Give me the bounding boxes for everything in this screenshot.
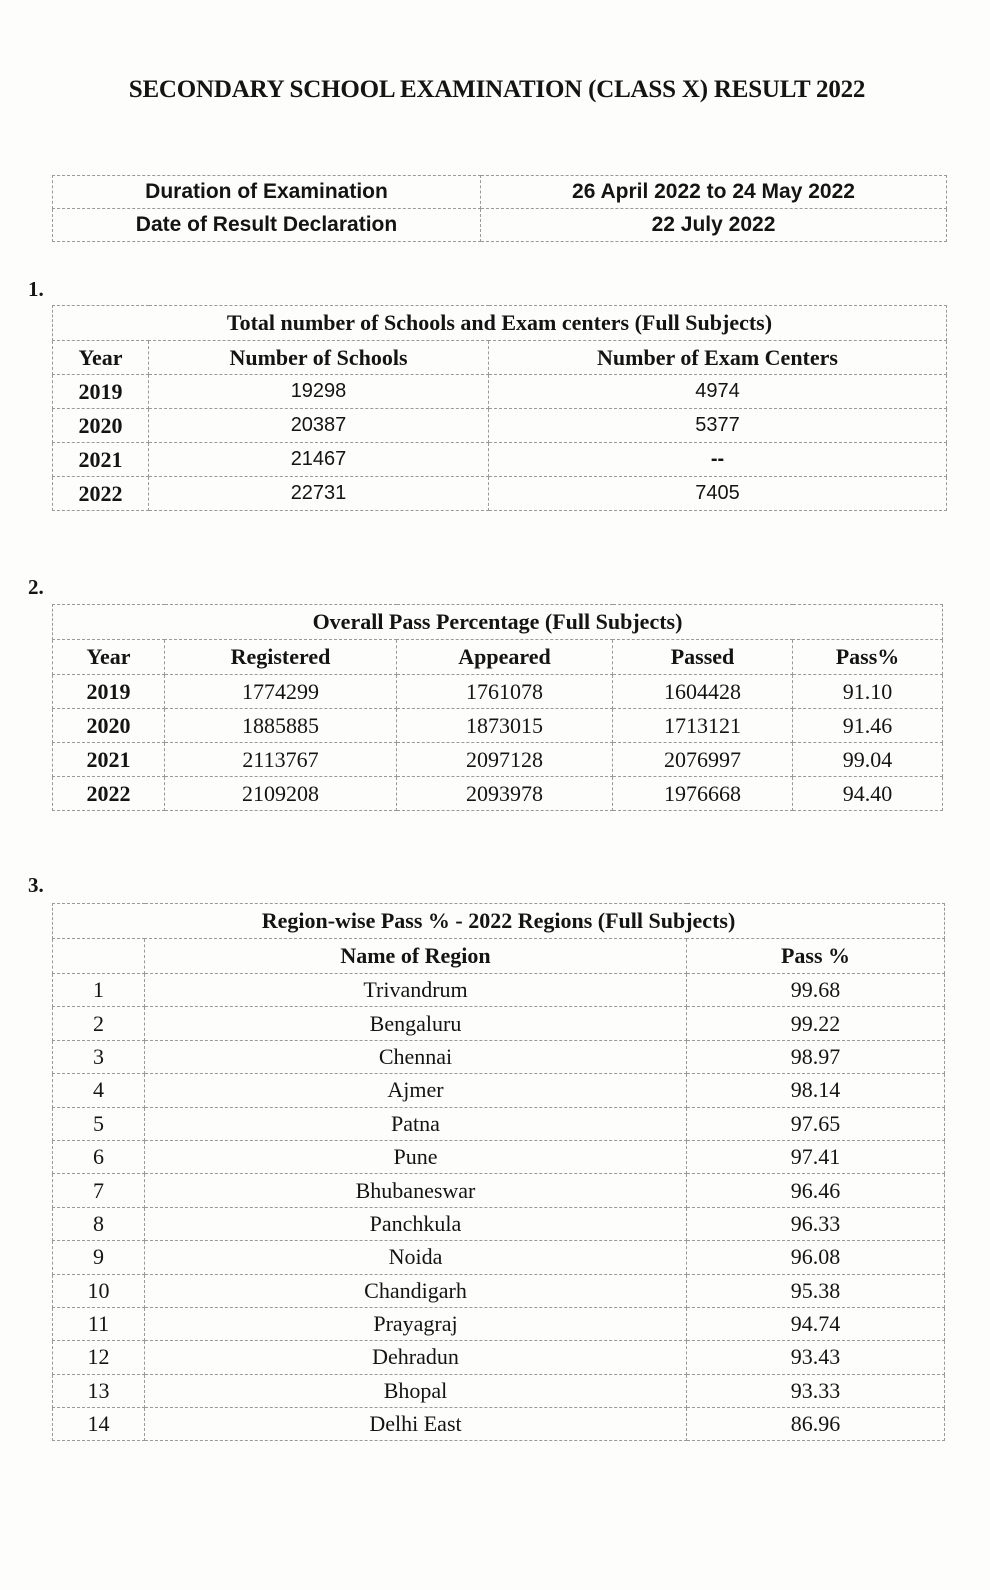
column-header: Year xyxy=(53,341,149,375)
pass-percent-cell: 94.74 xyxy=(687,1307,945,1340)
pass-percentage-table xyxy=(52,604,943,811)
table-row xyxy=(53,1374,945,1407)
appeared-cell: 1761078 xyxy=(397,675,613,709)
table-row xyxy=(53,777,943,811)
column-header xyxy=(53,939,145,974)
table-row xyxy=(53,675,943,709)
pass-percent-cell: 97.65 xyxy=(687,1107,945,1140)
rank-cell: 7 xyxy=(53,1174,145,1207)
rank-cell: 13 xyxy=(53,1374,145,1407)
table-row xyxy=(53,1174,945,1207)
column-header: Passed xyxy=(613,640,793,675)
registered-cell: 2109208 xyxy=(165,777,397,811)
pass-percent-cell: 99.04 xyxy=(793,743,943,777)
pass-percent-cell: 95.38 xyxy=(687,1274,945,1307)
region-name-cell: Panchkula xyxy=(145,1207,687,1240)
passed-cell: 2076997 xyxy=(613,743,793,777)
region-name-cell: Bhopal xyxy=(145,1374,687,1407)
info-row xyxy=(53,209,947,242)
year-cell: 2021 xyxy=(53,443,149,477)
region-name-cell: Ajmer xyxy=(145,1074,687,1107)
table-row xyxy=(53,443,947,477)
table-caption: Region-wise Pass % - 2022 Regions (Full Subjects) xyxy=(53,904,945,939)
region-name-cell: Trivandrum xyxy=(145,974,687,1007)
table-row xyxy=(53,1207,945,1240)
column-header: Pass % xyxy=(687,939,945,974)
pass-percent-cell: 91.46 xyxy=(793,709,943,743)
rank-cell: 12 xyxy=(53,1341,145,1374)
schools-centers-table xyxy=(52,305,947,511)
pass-percent-cell: 93.43 xyxy=(687,1341,945,1374)
pass-percent-cell: 93.33 xyxy=(687,1374,945,1407)
passed-cell: 1604428 xyxy=(613,675,793,709)
passed-cell: 1713121 xyxy=(613,709,793,743)
region-name-cell: Delhi East xyxy=(145,1408,687,1441)
schools-cell: 20387 xyxy=(149,409,489,443)
region-name-cell: Noida xyxy=(145,1241,687,1274)
pass-percent-cell: 96.46 xyxy=(687,1174,945,1207)
pass-percent-cell: 98.97 xyxy=(687,1040,945,1073)
region-rows xyxy=(53,974,945,1441)
appeared-cell: 1873015 xyxy=(397,709,613,743)
table-row xyxy=(53,477,947,511)
year-cell: 2022 xyxy=(53,477,149,511)
info-value: 22 July 2022 xyxy=(481,209,947,242)
region-name-cell: Chandigarh xyxy=(145,1274,687,1307)
passed-cell: 1976668 xyxy=(613,777,793,811)
rank-cell: 6 xyxy=(53,1140,145,1173)
table-row xyxy=(53,1408,945,1441)
section-number: 1. xyxy=(28,277,44,301)
table-row xyxy=(53,1007,945,1040)
table-caption: Total number of Schools and Exam centers (Full Subjects) xyxy=(53,306,947,341)
pass-percent-cell: 91.10 xyxy=(793,675,943,709)
info-value: 26 April 2022 to 24 May 2022 xyxy=(481,176,947,209)
info-label: Date of Result Declaration xyxy=(53,209,481,242)
registered-cell: 1885885 xyxy=(165,709,397,743)
appeared-cell: 2097128 xyxy=(397,743,613,777)
table-row xyxy=(53,709,943,743)
table-row xyxy=(53,375,947,409)
pass-percent-cell: 86.96 xyxy=(687,1408,945,1441)
pass-percent-cell: 96.33 xyxy=(687,1207,945,1240)
info-label: Duration of Examination xyxy=(53,176,481,209)
table-row xyxy=(53,1140,945,1173)
centers-cell: 7405 xyxy=(489,477,947,511)
appeared-cell: 2093978 xyxy=(397,777,613,811)
year-cell: 2020 xyxy=(53,709,165,743)
rank-cell: 14 xyxy=(53,1408,145,1441)
table-row xyxy=(53,1307,945,1340)
table-row xyxy=(53,409,947,443)
region-name-cell: Chennai xyxy=(145,1040,687,1073)
table-row xyxy=(53,1241,945,1274)
column-header: Number of Exam Centers xyxy=(489,341,947,375)
region-name-cell: Prayagraj xyxy=(145,1307,687,1340)
table-row xyxy=(53,1074,945,1107)
table-caption: Overall Pass Percentage (Full Subjects) xyxy=(53,605,943,640)
rank-cell: 10 xyxy=(53,1274,145,1307)
exam-info-table xyxy=(52,175,947,242)
table-row xyxy=(53,1341,945,1374)
rank-cell: 1 xyxy=(53,974,145,1007)
region-pass-table xyxy=(52,903,945,1441)
rank-cell: 11 xyxy=(53,1307,145,1340)
column-header: Pass% xyxy=(793,640,943,675)
registered-cell: 2113767 xyxy=(165,743,397,777)
pass-percent-cell: 99.68 xyxy=(687,974,945,1007)
section-number: 3. xyxy=(28,873,44,897)
column-header: Number of Schools xyxy=(149,341,489,375)
year-cell: 2019 xyxy=(53,375,149,409)
schools-cell: 21467 xyxy=(149,443,489,477)
pass-percent-cell: 96.08 xyxy=(687,1241,945,1274)
section-number: 2. xyxy=(28,575,44,599)
table-row xyxy=(53,1274,945,1307)
table-row xyxy=(53,1040,945,1073)
column-header: Year xyxy=(53,640,165,675)
rank-cell: 2 xyxy=(53,1007,145,1040)
rank-cell: 9 xyxy=(53,1241,145,1274)
pass-percent-cell: 98.14 xyxy=(687,1074,945,1107)
region-name-cell: Patna xyxy=(145,1107,687,1140)
column-header: Appeared xyxy=(397,640,613,675)
table-row xyxy=(53,974,945,1007)
region-name-cell: Bengaluru xyxy=(145,1007,687,1040)
rank-cell: 5 xyxy=(53,1107,145,1140)
pass-percent-cell: 99.22 xyxy=(687,1007,945,1040)
year-cell: 2019 xyxy=(53,675,165,709)
centers-cell: -- xyxy=(489,443,947,477)
year-cell: 2022 xyxy=(53,777,165,811)
schools-cell: 22731 xyxy=(149,477,489,511)
registered-cell: 1774299 xyxy=(165,675,397,709)
region-name-cell: Dehradun xyxy=(145,1341,687,1374)
pass-percent-cell: 97.41 xyxy=(687,1140,945,1173)
column-header: Registered xyxy=(165,640,397,675)
centers-cell: 4974 xyxy=(489,375,947,409)
region-name-cell: Bhubaneswar xyxy=(145,1174,687,1207)
table-row xyxy=(53,1107,945,1140)
centers-cell: 5377 xyxy=(489,409,947,443)
rank-cell: 8 xyxy=(53,1207,145,1240)
year-cell: 2021 xyxy=(53,743,165,777)
pass-percent-cell: 94.40 xyxy=(793,777,943,811)
column-header: Name of Region xyxy=(145,939,687,974)
rank-cell: 3 xyxy=(53,1040,145,1073)
table-row xyxy=(53,743,943,777)
region-name-cell: Pune xyxy=(145,1140,687,1173)
info-row xyxy=(53,176,947,209)
document-title: SECONDARY SCHOOL EXAMINATION (CLASS X) RESULT 2022 xyxy=(128,76,866,103)
schools-cell: 19298 xyxy=(149,375,489,409)
year-cell: 2020 xyxy=(53,409,149,443)
rank-cell: 4 xyxy=(53,1074,145,1107)
